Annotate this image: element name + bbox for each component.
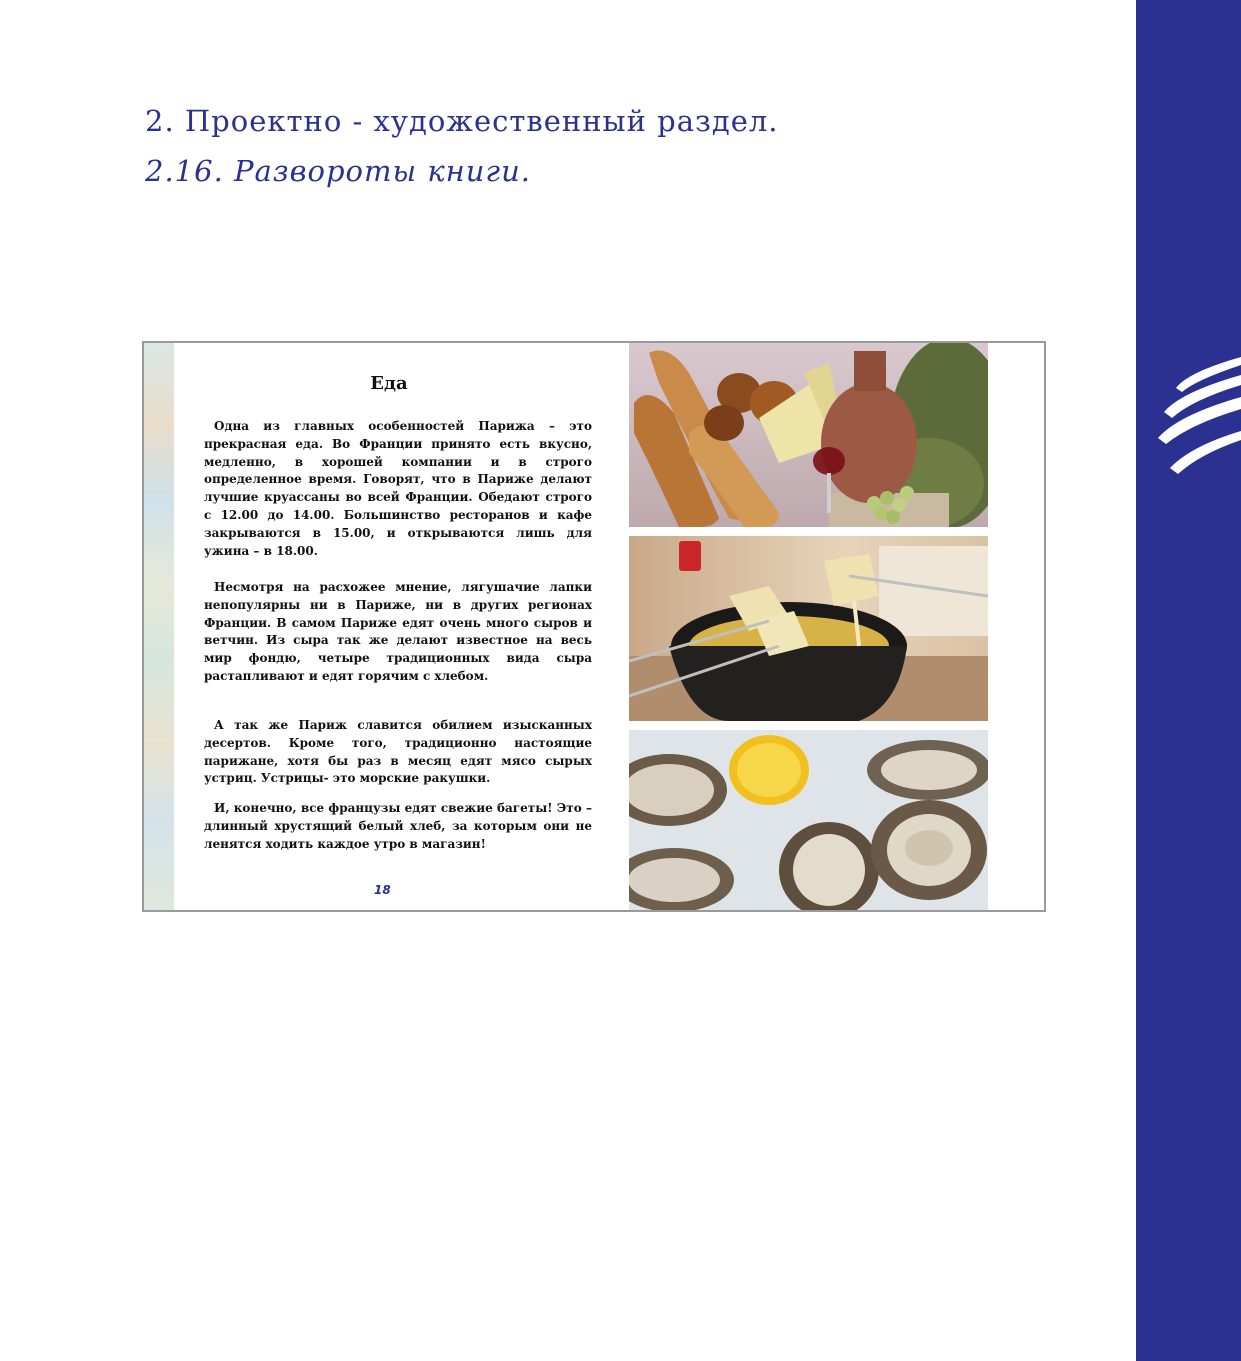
paragraph: Несмотря на расхожее мнение, лягушачие лапки непопулярны ни в Париже, ни в других регионах Франции. В самом Париже едят очень много сыров и ветчин. Из сыра так же делают известное на весь мир фондю, четыре традиционных вида сыра растапливают и едят горячим с хлебом. [204,580,592,683]
photo-fondue [629,536,988,721]
section-title: 2. Проектно - художественный раздел. [145,104,779,138]
page-number: 18 [374,883,391,897]
paragraph: А так же Париж славится обилием изысканных десертов. Кроме того, традиционно настоящие парижане, хотя бы раз в месяц едят мясо сырых устриц. Устрицы- это морские ракушки. [204,718,592,786]
page-heading: Еда [370,373,408,394]
photo-oysters [629,730,988,912]
subsection-title: 2.16. Развороты книги. [145,154,531,188]
watercolor-margin [144,343,174,910]
brush-strokes-decoration [1136,0,1241,1361]
left-page [174,343,630,910]
paragraph: И, конечно, все французы едят свежие багеты! Это – длинный хрустящий белый хлеб, за которым они не ленятся ходить каждое утро в магазин! [204,801,592,851]
photo-bread-cheese-wine [629,343,988,527]
paragraph: Одна из главных особенностей Парижа – это прекрасная еда. Во Франции принято есть вкусно, медленно, в хорошей компании и в строго определенное время. Говорят, что в Париже делают лучшие круассаны во всей Франции. Обедают строго с 12.00 до 14.00. Большинство ресторанов и кафе закрываются в 15.00, и открываются лишь для ужина – в 18.00. [204,419,592,558]
side-band [1136,0,1241,1361]
book-spread [142,341,1046,912]
